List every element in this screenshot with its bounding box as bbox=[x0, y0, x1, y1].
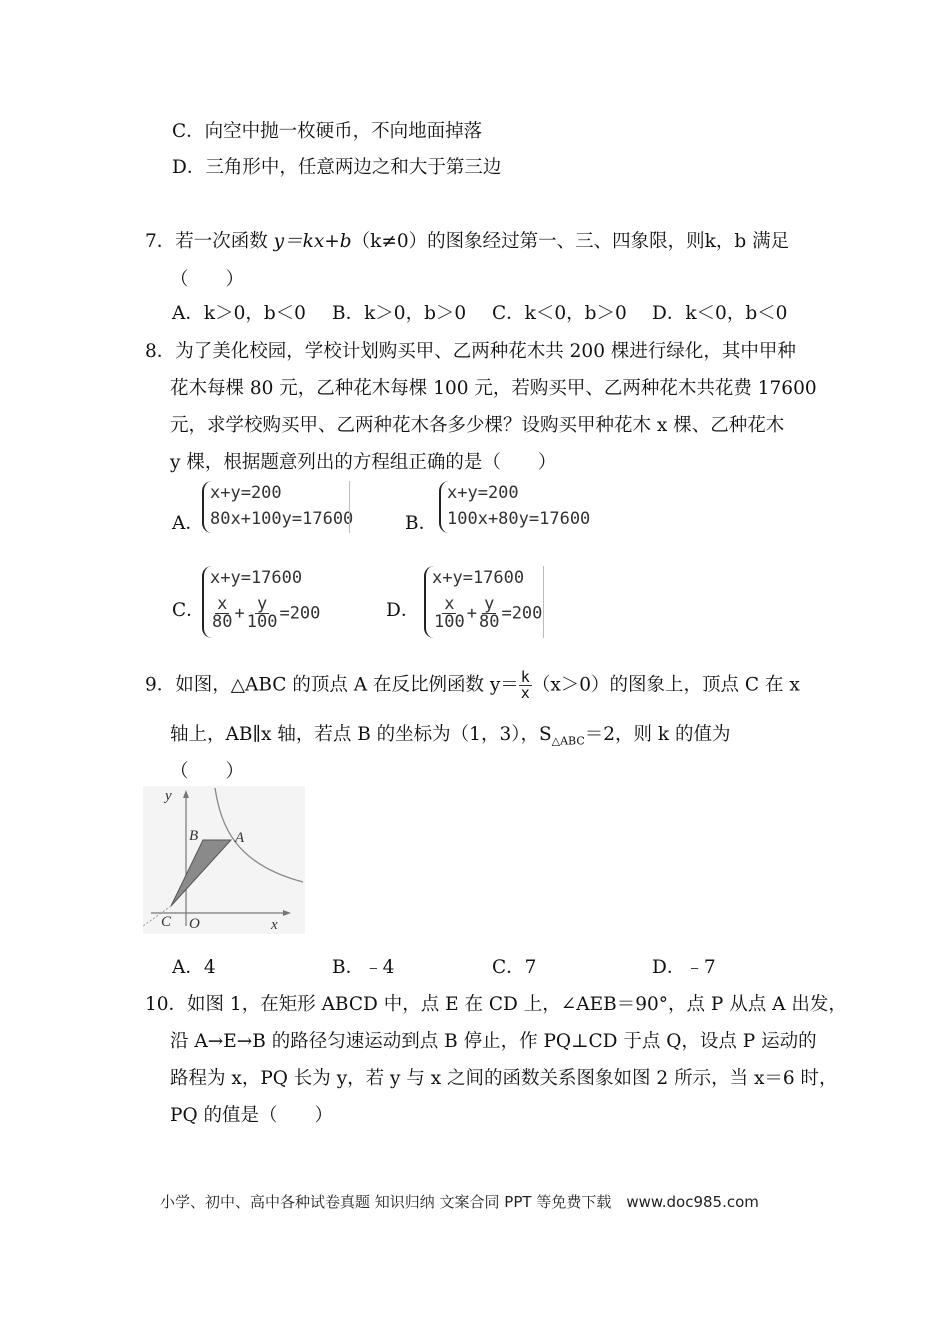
q7-option-a: A．k＞0，b＜0 bbox=[172, 303, 306, 324]
q9-figure bbox=[143, 786, 305, 934]
q8-d-frac2-den: 80 bbox=[478, 612, 500, 632]
q7-option-d: D．k＜0，b＜0 bbox=[652, 303, 788, 324]
q7-option-b: B．k＞0，b＞0 bbox=[332, 303, 467, 324]
q9-fraction bbox=[519, 670, 532, 701]
q9-label-a: A bbox=[235, 830, 245, 846]
q8-c-frac1-den: 80 bbox=[212, 612, 233, 632]
q8-d-frac1-den: 100 bbox=[434, 612, 465, 632]
q7-answer-paren: （ ） bbox=[170, 269, 245, 290]
q8-d-image-edge bbox=[543, 566, 544, 638]
q10-stem-line4: PQ 的值是（ ） bbox=[170, 1105, 333, 1126]
q9-label-b: B bbox=[189, 828, 199, 844]
q8-d-plus: + bbox=[466, 603, 477, 624]
q9-label-y: y bbox=[165, 788, 172, 804]
q7-mid: 象限，则 bbox=[630, 231, 705, 252]
q9-fraction-den: x bbox=[520, 684, 530, 702]
q7-stem-line1 bbox=[145, 227, 789, 253]
q8-c-rhs: =200 bbox=[279, 603, 321, 624]
q8-d-frac1-num: x bbox=[444, 594, 455, 614]
q8-option-c-label: C． bbox=[172, 600, 205, 621]
q8-d-eq1: x+y=17600 bbox=[432, 568, 525, 588]
q9-stem-line1 bbox=[145, 670, 800, 701]
q8-a-eq1: x+y=200 bbox=[210, 483, 282, 503]
q8-stem-line3: 元，求学校购买甲、乙两种花木各多少棵？设购买甲种花木 x 棵、乙种花木 bbox=[170, 415, 785, 436]
q8-option-d-system bbox=[424, 566, 546, 638]
q9-label-x: x bbox=[271, 917, 278, 933]
q8-option-b-label: B． bbox=[405, 513, 438, 534]
q10-stem-line1: 10．如图 1，在矩形 ABCD 中，点 E 在 CD 上，∠AEB＝90°，点 P 从点 A 出发， bbox=[145, 994, 847, 1015]
q8-c-frac2 bbox=[245, 596, 280, 631]
q8-d-frac2 bbox=[477, 596, 501, 631]
q9-stem-line2 bbox=[170, 720, 731, 748]
q8-a-image-edge bbox=[349, 481, 350, 533]
q9-figure-background bbox=[143, 786, 305, 934]
page-footer: 小学、初中、高中各种试卷真题 知识归纳 文案合同 PPT 等免费下载 www.doc985.com bbox=[160, 1193, 759, 1211]
q8-option-d-label: D． bbox=[386, 600, 420, 621]
q7-condition: （k≠0） bbox=[351, 231, 428, 252]
q9-option-b: B．﹣4 bbox=[332, 957, 395, 978]
q9-line2-end: ＝2，则 k 的值为 bbox=[584, 724, 731, 745]
q8-option-a-system bbox=[202, 481, 352, 533]
q8-a-eq2: 80x+100y=17600 bbox=[210, 509, 354, 529]
q7-end: k，b 满足 bbox=[704, 231, 790, 252]
q9-line2-text: 轴上，AB∥x 轴，若点 B 的坐标为（1，3），S bbox=[170, 724, 552, 745]
q9-answer-paren: （ ） bbox=[170, 761, 245, 782]
q9-option-d: D．﹣7 bbox=[652, 957, 716, 978]
q8-option-a-label: A． bbox=[172, 513, 204, 534]
q8-d-eq2 bbox=[432, 596, 542, 631]
q10-stem-line3: 路程为 x，PQ 长为 y，若 y 与 x 之间的函数关系图象如图 2 所示，当 x＝6 时， bbox=[170, 1068, 838, 1089]
q9-option-c: C．7 bbox=[492, 957, 537, 978]
q9-fraction-num: k bbox=[520, 668, 530, 686]
q8-stem-line4: y 棵，根据题意列出的方程组正确的是（ ） bbox=[170, 452, 557, 473]
q7-options bbox=[172, 299, 812, 325]
q8-option-c-system bbox=[202, 566, 332, 638]
q8-c-frac1 bbox=[210, 596, 234, 631]
q9-option-a: A．4 bbox=[172, 957, 216, 978]
q8-c-frac2-den: 100 bbox=[246, 612, 278, 632]
q8-c-eq2 bbox=[210, 596, 320, 631]
q8-c-frac1-num: x bbox=[217, 594, 228, 614]
q10-stem-line2: 沿 A→E→B 的路径匀速运动到点 B 停止，作 PQ⊥CD 于点 Q，设点 P 运动的 bbox=[170, 1031, 817, 1052]
q8-b-eq2: 100x+80y=17600 bbox=[447, 509, 591, 529]
q8-b-eq1: x+y=200 bbox=[447, 483, 519, 503]
q8-d-frac2-num: y bbox=[484, 594, 495, 614]
q8-stem-line2: 花木每棵 80 元，乙种花木每棵 100 元，若购买甲、乙两种花木共花费 17600 bbox=[170, 378, 817, 399]
q9-label-c: C bbox=[161, 914, 172, 930]
q9-area-subscript: △ABC bbox=[551, 734, 585, 748]
q8-stem-line1: 8．为了美化校园，学校计划购买甲、乙两种花木共 200 棵进行绿化，其中甲种 bbox=[145, 341, 796, 362]
q9-prefix: 9．如图，△ABC 的顶点 A 在反比例函数 y＝ bbox=[145, 674, 519, 696]
q9-label-o: O bbox=[189, 916, 200, 932]
q8-c-plus: + bbox=[234, 603, 245, 624]
q8-c-frac2-num: y bbox=[256, 594, 268, 614]
q9-suffix: （x＞0）的图象上，顶点 C 在 x bbox=[531, 674, 800, 696]
q7-function: y＝kx+b bbox=[273, 231, 352, 252]
q8-option-b-system bbox=[439, 481, 589, 533]
q8-d-rhs: =200 bbox=[501, 603, 543, 624]
q7-option-c: C．k＜0，b＞0 bbox=[492, 303, 627, 324]
q7-prefix: 7．若一次函数 bbox=[145, 231, 268, 252]
q7-suffix: 的图象经过第一、三、四 bbox=[427, 231, 631, 252]
q8-d-frac1 bbox=[432, 596, 467, 631]
q9-options bbox=[172, 953, 812, 979]
q8-c-eq1: x+y=17600 bbox=[210, 568, 303, 588]
q6-option-d: D．三角形中，任意两边之和大于第三边 bbox=[172, 157, 502, 178]
q6-option-c: C．向空中抛一枚硬币，不向地面掉落 bbox=[172, 121, 483, 142]
